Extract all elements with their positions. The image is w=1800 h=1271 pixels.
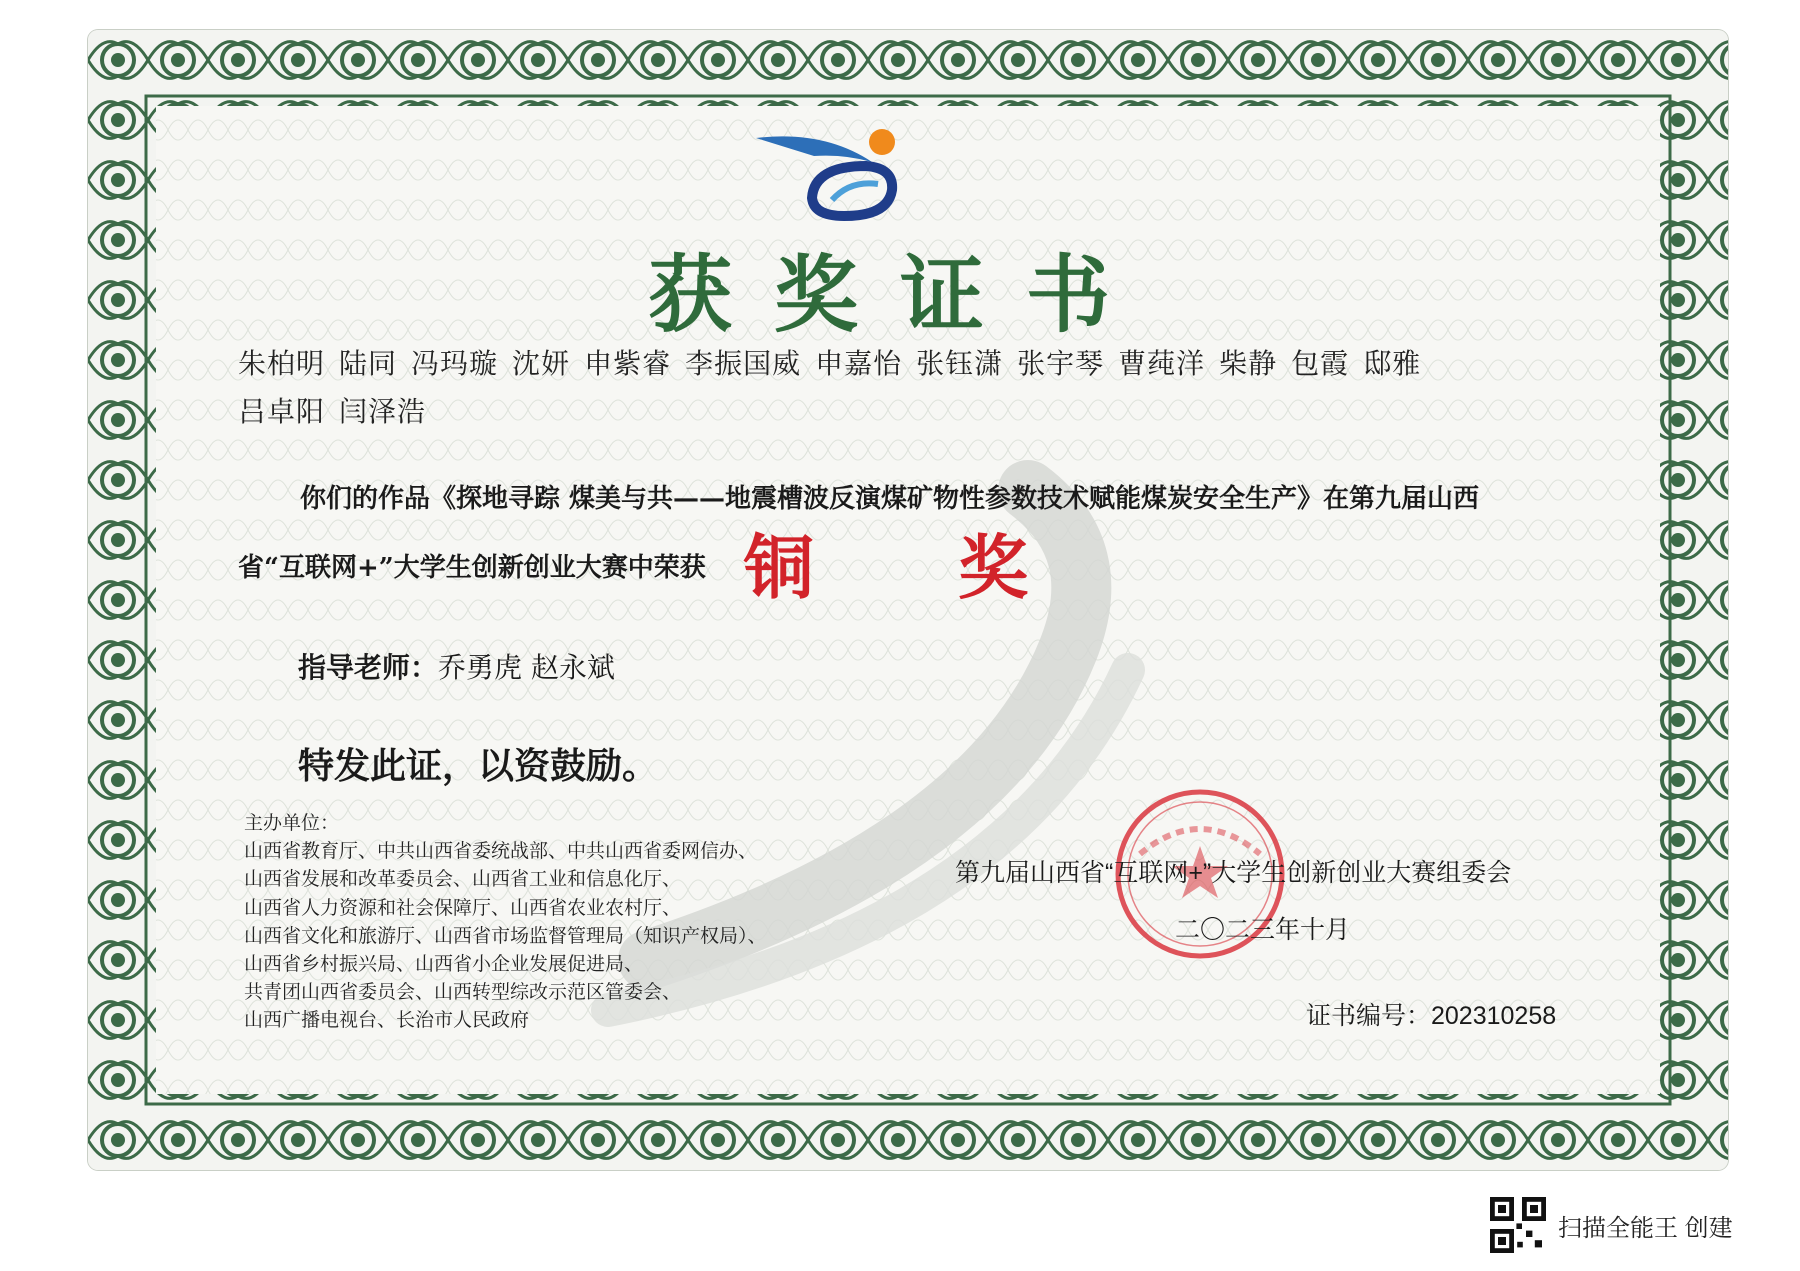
recipient-name: 曹莼洋 (1118, 347, 1206, 380)
watermark-text: 扫描全能王 创建 (1558, 1214, 1733, 1242)
recipient-name: 陆同 (339, 347, 398, 380)
work-text: 你们的作品《探地寻踪 煤美与共——地震槽波反演煤矿物性参数技术赋能煤炭安全生产》在第九届山西 (300, 484, 1480, 514)
contest-logo (754, 120, 904, 230)
advisor-label: 指导老师： (298, 651, 439, 684)
advisor (298, 646, 615, 686)
organizer-line: 山西省文化和旅游厅、山西省市场监督管理局（知识产权局）、 (244, 925, 767, 947)
organizer-line: 山西省教育厅、中共山西省委统战部、中共山西省委网信办、 (244, 841, 758, 863)
grant-text: 特发此证，以资鼓励。 (298, 745, 659, 787)
advisor-names: 乔勇虎 赵永斌 (438, 651, 615, 684)
recipient-name: 李振国威 (685, 347, 802, 380)
organizer-line: 山西省乡村振兴局、山西省小企业发展促进局、 (244, 954, 644, 976)
organizer-line: 山西广播电视台、长治市人民政府 (244, 1010, 530, 1032)
organizing-committee: 第九届山西省“互联网+”大学生创新创业大赛组委会 (955, 859, 1512, 887)
issue-date: 二〇二三年十月 (1175, 916, 1351, 944)
names-line-1 (238, 340, 1598, 388)
award-level: 铜 奖 (743, 526, 1089, 609)
certificate-title: 获奖证书 (647, 245, 1152, 344)
recipient-name: 柴静 (1219, 347, 1278, 380)
organizer-line: 山西省发展和改革委员会、山西省工业和信息化厅、 (244, 869, 682, 891)
certificate-number: 证书编号：202310258 (1306, 1002, 1557, 1030)
organizers-label: 主办单位： (244, 813, 340, 834)
recipient-name: 包霞 (1291, 347, 1350, 380)
recipient-name: 申嘉怡 (815, 347, 903, 380)
organizer-line: 共青团山西省委员会、山西转型综改示范区管委会、 (244, 982, 682, 1004)
recipient-name: 冯玛璇 (411, 347, 499, 380)
award-statement (238, 465, 1628, 609)
recipient-name: 吕卓阳 (238, 395, 326, 428)
organizers (244, 810, 844, 1036)
recipient-names (238, 340, 1598, 436)
organizer-line: 山西省人力资源和社会保障厅、山西省农业农村厅、 (244, 897, 682, 919)
recipient-name: 沈妍 (512, 347, 571, 380)
names-line-2 (238, 388, 1598, 436)
work-text-2: 省“互联网+”大学生创新创业大赛中荣获 (238, 553, 706, 583)
recipient-name: 张钰潇 (916, 347, 1004, 380)
recipient-name: 闫泽浩 (339, 395, 427, 428)
recipient-name: 申紫睿 (584, 347, 672, 380)
scanner-watermark (1490, 1197, 1733, 1253)
recipient-name: 张宇琴 (1017, 347, 1105, 380)
recipient-name: 邸雅 (1363, 347, 1422, 380)
work-line-2 (238, 526, 1628, 609)
work-line-1 (238, 465, 1628, 533)
recipient-name: 朱柏明 (238, 347, 326, 380)
qr-code-icon (1490, 1197, 1546, 1253)
